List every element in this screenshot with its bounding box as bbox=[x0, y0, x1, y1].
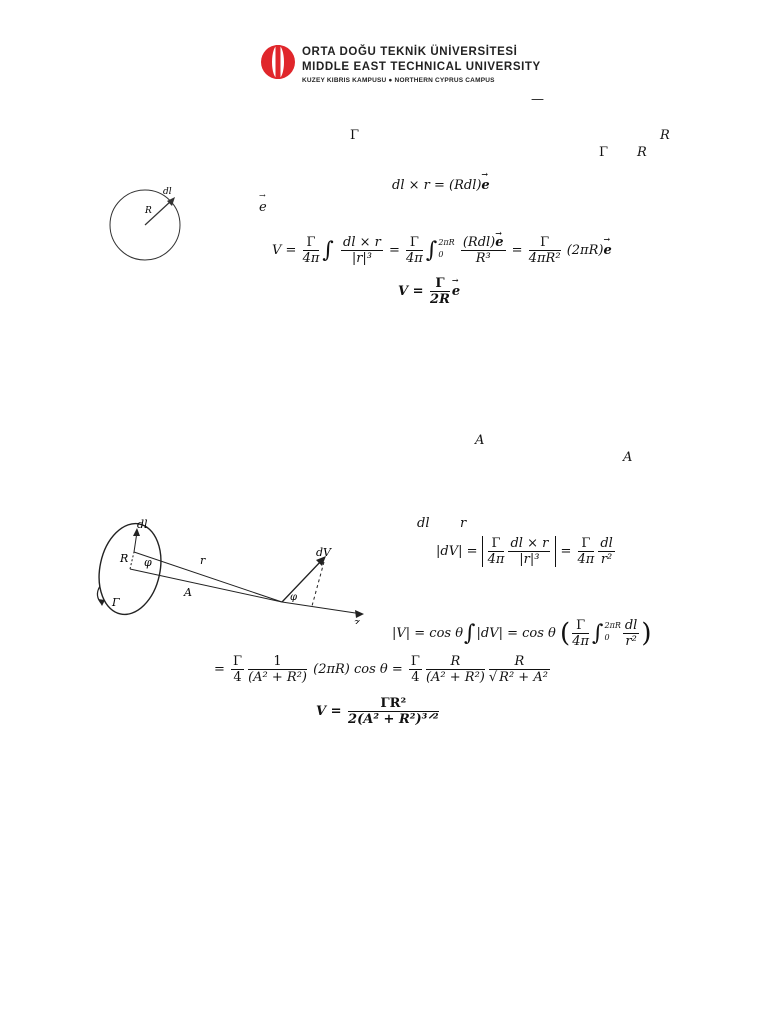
university-name-en: MIDDLE EAST TECHNICAL UNIVERSITY bbox=[302, 61, 541, 73]
unit-vector-e: → e bbox=[481, 178, 489, 193]
symbol-A-2: A bbox=[623, 450, 633, 465]
symbol-gamma: Γ bbox=[350, 128, 360, 143]
label-phi: φ bbox=[144, 556, 152, 569]
symbol-gamma-2: Γ bbox=[599, 145, 609, 160]
velocity-integral-equation: V = $\frac{\Gamma}{4\pi}$ ∫ $\frac{dl \times r}{\text{|r|³}}$ = $\frac{\Gamma}{4\pi}$ ∫ 2πR 0 $\frac{\text{(Rdl)→ e}}{\text{R³}}$ = $\frac{\Gamma}{\text{4πR²}}$ (2πR)→ e bbox=[272, 235, 612, 266]
symbol-A: A bbox=[475, 433, 485, 448]
label-gamma: Γ bbox=[112, 596, 120, 609]
label-phi-2: φ bbox=[290, 592, 298, 603]
integral-sign: ∫ bbox=[322, 238, 334, 263]
final-velocity-on-axis: V = $\frac{\text{ΓR²}}{\text{2(A² + R²)³ᐟ²}}$ bbox=[316, 696, 439, 727]
university-name-tr: ORTA DOĞU TEKNİK ÜNİVERSİTESİ bbox=[302, 46, 518, 58]
label-z: z bbox=[354, 616, 360, 624]
unit-vector-e-label: → e bbox=[259, 200, 267, 215]
stray-dash: — bbox=[531, 92, 544, 107]
final-velocity-ring-center: V = $\frac{\Gamma}{2R}$ → e bbox=[398, 276, 460, 307]
gamma-over-4pi-2: $\frac{\Gamma}{4\pi}$ bbox=[406, 235, 423, 266]
campus-name: KUZEY KIBRIS KAMPUSU ● NORTHERN CYPRUS CAMPUS bbox=[302, 77, 495, 84]
label-R: R bbox=[145, 206, 152, 216]
label-dV: dV bbox=[316, 546, 331, 559]
integral-limits: 2πR 0 bbox=[438, 237, 455, 259]
V-magnitude-equation: |V| = cos θ∫|dV| = cos θ ( $\frac{\Gamma}{4\pi}$ ∫ 2πR 0 $\frac{dl}{\text{r²}}$ ) bbox=[392, 618, 652, 649]
symbol-r: r bbox=[460, 516, 467, 531]
label-dl: dl bbox=[137, 518, 148, 531]
symbol-dl: dl bbox=[417, 516, 430, 531]
gamma-over-4piR2: $\frac{\Gamma}{\text{4πR²}}$ bbox=[528, 235, 561, 266]
metu-logo-icon bbox=[258, 42, 298, 82]
ring-axis-figure bbox=[92, 514, 372, 624]
rdl-over-r3: $\frac{\text{(Rdl)→ e}}{\text{R³}}$ bbox=[461, 235, 506, 266]
ring-figure bbox=[105, 178, 191, 268]
cross-product-equation bbox=[392, 178, 490, 193]
two-pi-R: (2πR) bbox=[566, 243, 604, 258]
university-logo bbox=[258, 42, 298, 82]
symbol-R: R bbox=[660, 128, 670, 143]
dlxr-over-r3: $\frac{dl \times r}{\text{|r|³}}$ bbox=[343, 235, 381, 266]
dV-equation: |dV| = $\frac{\Gamma}{4\pi}$ $\frac{dl \times r}{\text{|r|³}}$ = $\frac{\Gamma}{4\pi}$ $\frac{dl}{\text{r²}}$ bbox=[436, 536, 613, 567]
unit-vector-e-2: → e bbox=[603, 243, 611, 258]
unit-vector-label bbox=[259, 200, 267, 215]
gamma-over-4pi: $\frac{\Gamma}{4\pi}$ bbox=[302, 235, 320, 266]
v-lhs: V = bbox=[272, 243, 297, 258]
symbol-R-2: R bbox=[637, 145, 647, 160]
label-R: R bbox=[120, 552, 129, 565]
label-A: A bbox=[184, 586, 192, 599]
V-expansion-equation: = $\frac{\Gamma}{4}$ $\frac{1}{\text{(A² + R²)}}$ (2πR) cos θ = $\frac{\Gamma}{4}$ $\frac{R}{\text{(A² + R²)}}$ $\frac{R}{\text{√ R² + A²}}$ bbox=[214, 654, 548, 685]
label-r: r bbox=[200, 554, 206, 567]
label-dl: dl bbox=[163, 187, 172, 197]
cross-product-lhs: dl × r = (Rdl) bbox=[392, 178, 482, 193]
